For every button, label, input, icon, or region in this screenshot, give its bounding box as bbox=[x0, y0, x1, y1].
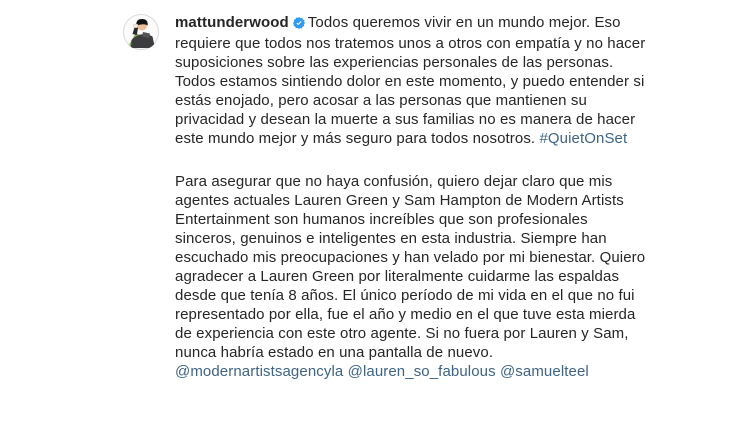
caption-text-block bbox=[175, 13, 647, 381]
avatar-illustration bbox=[122, 13, 160, 51]
caption-paragraph-2-text: Para asegurar que no haya confusión, quiero dejar claro que mis agentes actuales Lauren Green y Sam Hampton de Modern Artists Entertainment son humanos increíbles que son profesionales sinceros, genuinos e inteligentes en esta industria. Siempre han escuchado mis preocupaciones y han velado por mi bienestar. Quiero agradecer a Lauren Green por literalmente cuidarme las espaldas desde que tenía 8 años. El único período de mi vida en el que no fui representado por ella, fue el año y medio en el que tuve esta mierda de experiencia con este otro agente. Si no fuera por Lauren y Sam, nunca habría estado en una pantalla de nuevo. bbox=[175, 173, 646, 361]
verified-badge-icon bbox=[293, 15, 305, 34]
caption-paragraph-1 bbox=[175, 13, 647, 148]
avatar[interactable] bbox=[122, 13, 160, 51]
mention-link-samuelteel[interactable]: @samuelteel bbox=[499, 363, 589, 380]
username[interactable]: mattunderwood bbox=[175, 14, 289, 31]
post-caption-block bbox=[122, 13, 647, 381]
hashtag-link-quietonset[interactable]: #QuietOnSet bbox=[539, 130, 628, 147]
caption-paragraph-1-text: Todos queremos vivir en un mundo mejor. Eso requiere que todos nos tratemos unos a otros con empatía y no hacer suposiciones sobre las experiencias personales de las personas. Todos estamos sintiendo dolor en este momento, y puedo entender si estás enojado, pero acosar a las personas que mantienen su privacidad y desean la muerte a sus familias no es manera de hacer este mundo mejor y más seguro para todos nosotros. bbox=[175, 14, 646, 147]
caption-paragraph-2 bbox=[175, 172, 647, 381]
mention-link-lauren-so-fabulous[interactable]: @lauren_so_fabulous bbox=[347, 363, 496, 380]
mention-link-modernartistsagencyla[interactable]: @modernartistsagencyla bbox=[175, 363, 344, 380]
